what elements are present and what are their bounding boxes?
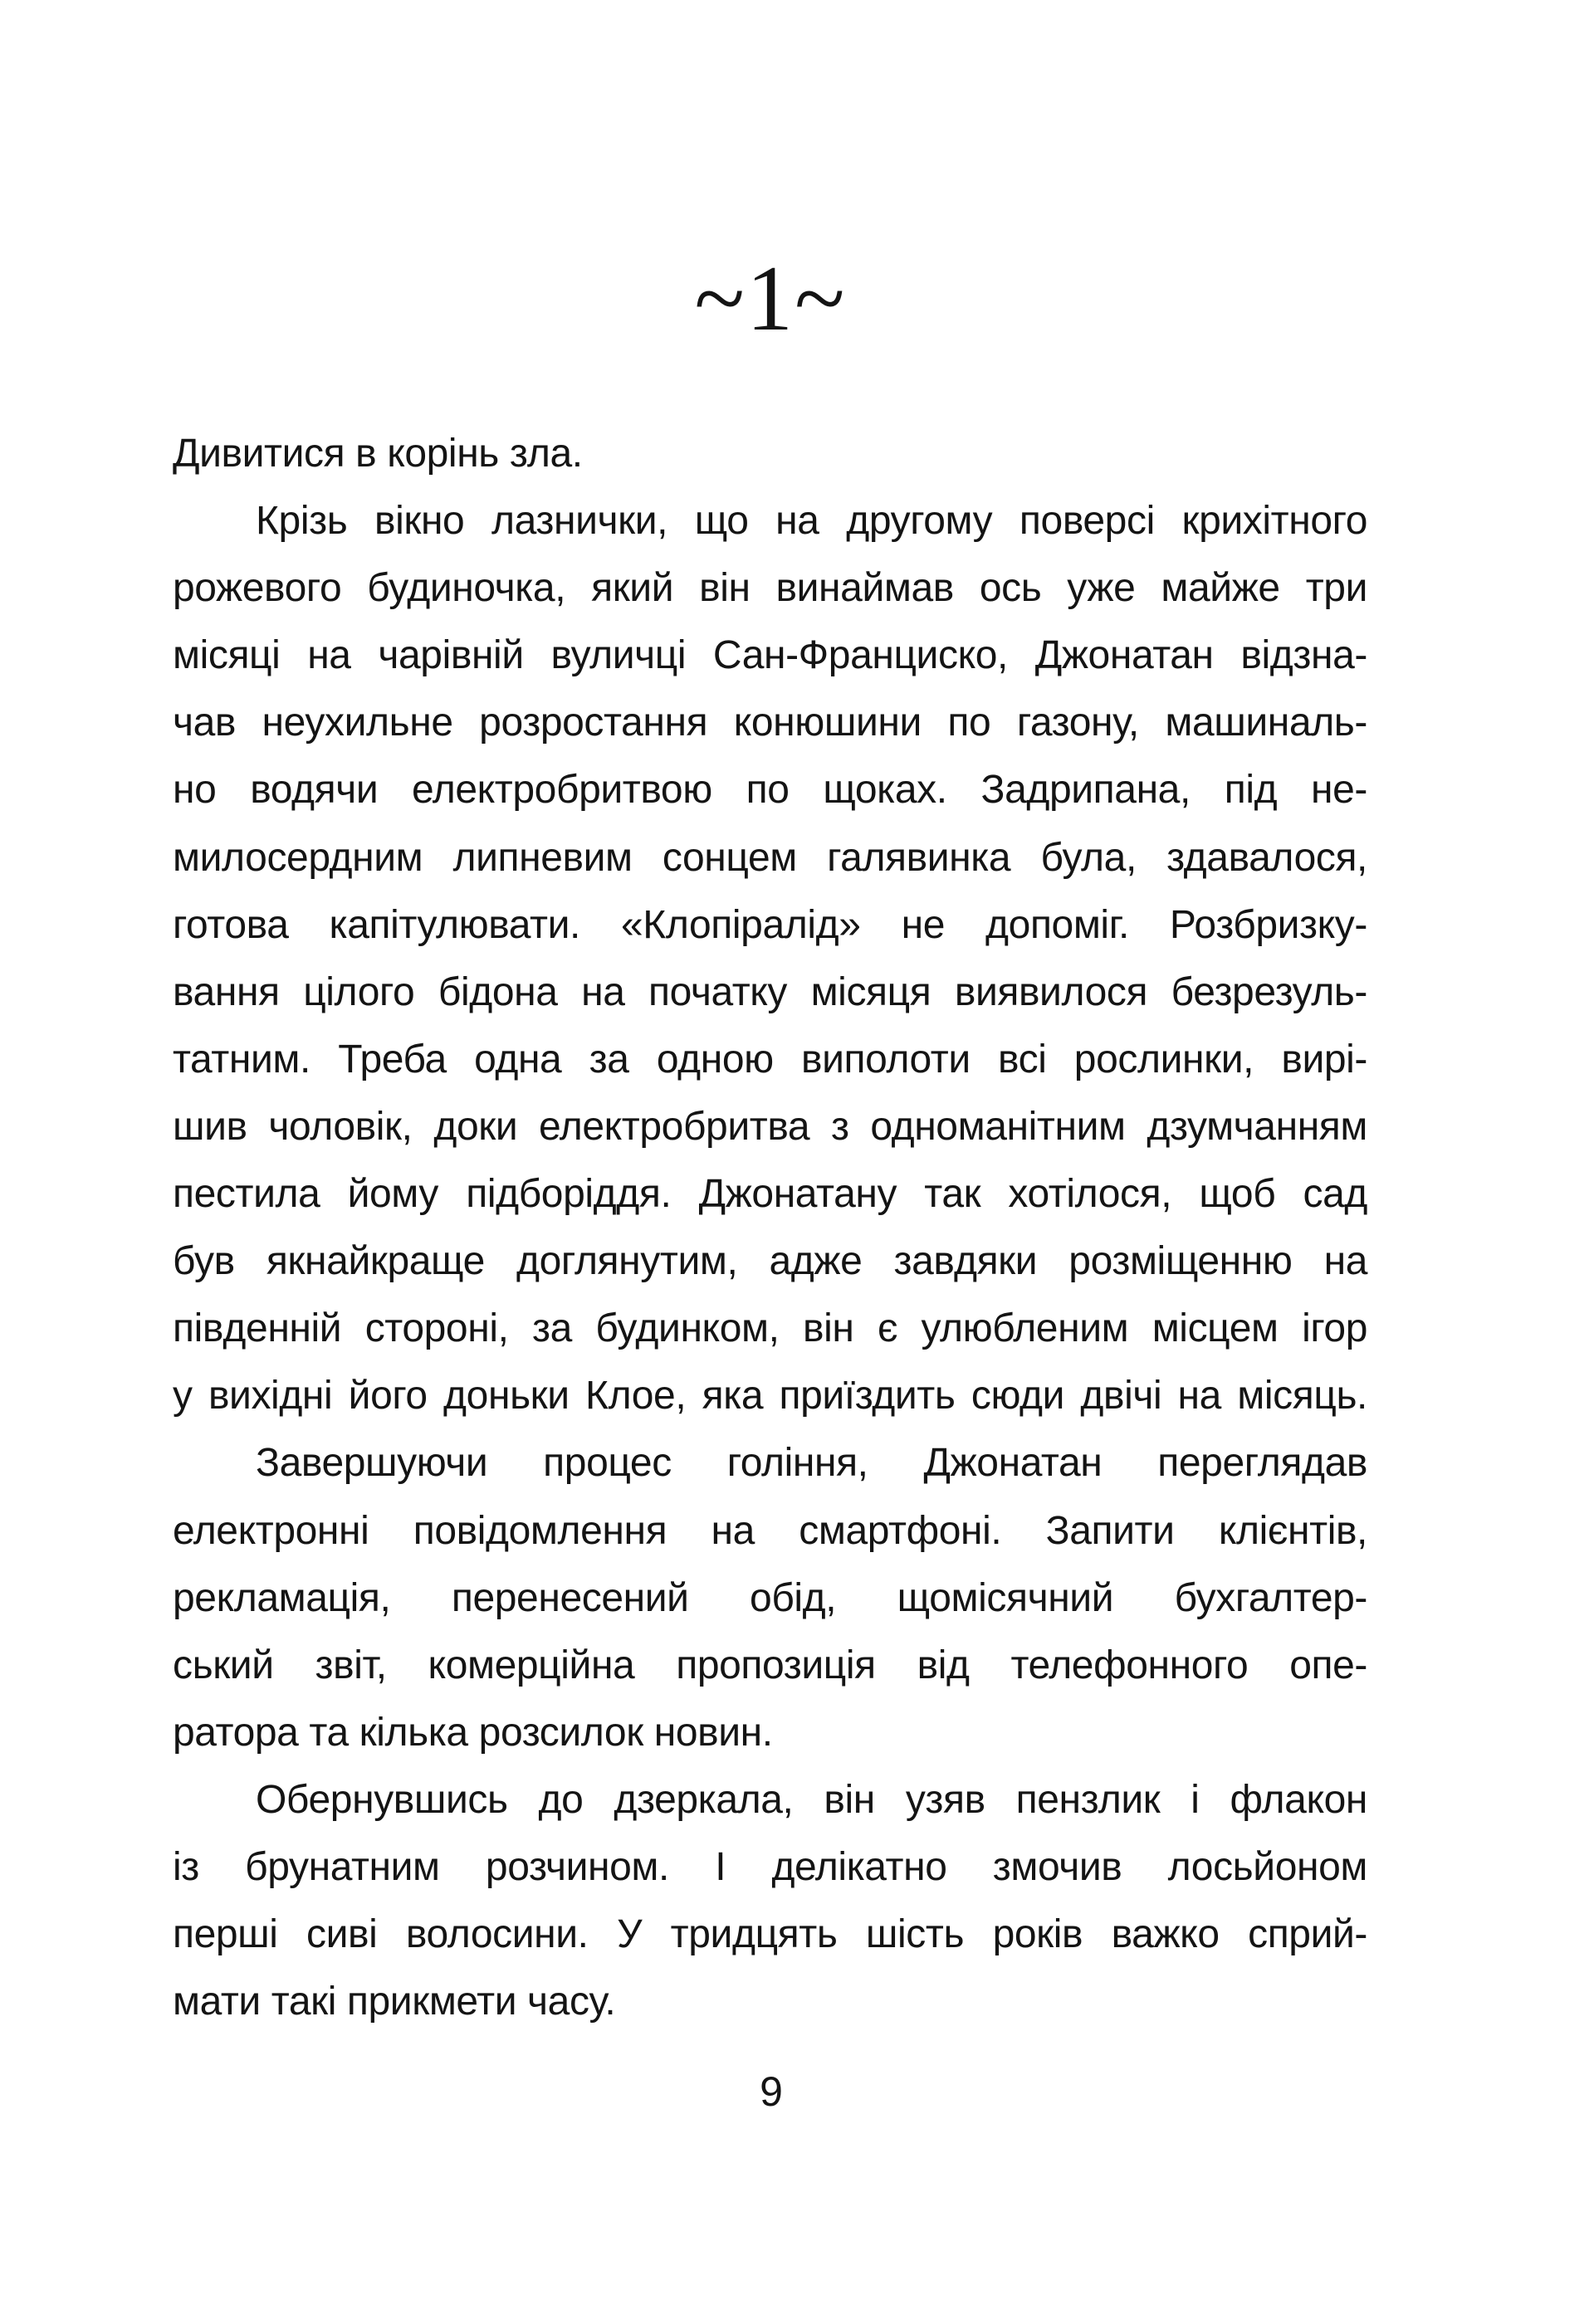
text-line: пестила йому підборіддя. Джонатану так хотілося, щоб сад	[173, 1172, 1367, 1217]
text-line: у вихідні його доньки Клое, яка приїздить сюди двічі на місяць.	[173, 1374, 1367, 1418]
text-line: милосердним липневим сонцем галявинка була, здавалося,	[173, 835, 1367, 880]
text-line: но водячи електробритвою по щоках. Задрипана, під не-	[173, 768, 1367, 813]
text-line: ський звіт, комерційна пропозиція від телефонного опе-	[173, 1643, 1367, 1687]
text-line: вання цілого бідона на початку місяця виявилося безрезуль-	[173, 969, 1367, 1014]
text-line: Крізь вікно лазнички, що на другому поверсі крихітного	[256, 499, 1367, 544]
text-line: Дивитися в корінь зла.	[173, 432, 583, 476]
text-line: мати такі прикмети часу.	[173, 1980, 616, 2024]
text-line: Обернувшись до дзеркала, він узяв пензлик і флакон	[256, 1777, 1367, 1822]
text-line: південній стороні, за будинком, він є улюбленим місцем ігор	[173, 1306, 1367, 1351]
text-line: готова капітулювати. «Клопіралід» не допоміг. Розбризку-	[173, 902, 1367, 947]
text-line: Завершуючи процес гоління, Джонатан переглядав	[256, 1441, 1367, 1486]
chapter-body-text	[173, 420, 1367, 2035]
chapter-heading: ~1~	[694, 247, 847, 350]
text-line: був якнайкраще доглянутим, адже завдяки розміщенню на	[173, 1239, 1367, 1284]
text-line: чав неухильне розростання конюшини по газону, машиналь-	[173, 701, 1367, 745]
text-line: місяці на чарівній вуличці Сан-Франциско, Джонатан відзна-	[173, 633, 1367, 678]
text-line: шив чоловік, доки електробритва з одноманітним дзумчанням	[173, 1104, 1367, 1149]
text-line: перші сиві волосини. У тридцять шість років важко сприй-	[173, 1912, 1367, 1957]
text-line: із брунатним розчином. І делікатно змочив лосьйоном	[173, 1844, 1367, 1889]
page-number: 9	[760, 2068, 783, 2115]
text-line: рожевого будиночка, який він винаймав ось уже майже три	[173, 566, 1367, 611]
text-line: рекламація, перенесений обід, щомісячний бухгалтер-	[173, 1575, 1367, 1620]
text-line: ратора та кілька розсилок новин.	[173, 1710, 773, 1755]
text-line: електронні повідомлення на смартфоні. Запити клієнтів,	[173, 1508, 1367, 1553]
text-line: татним. Треба одна за одною виполоти всі рослинки, вирі-	[173, 1037, 1367, 1081]
